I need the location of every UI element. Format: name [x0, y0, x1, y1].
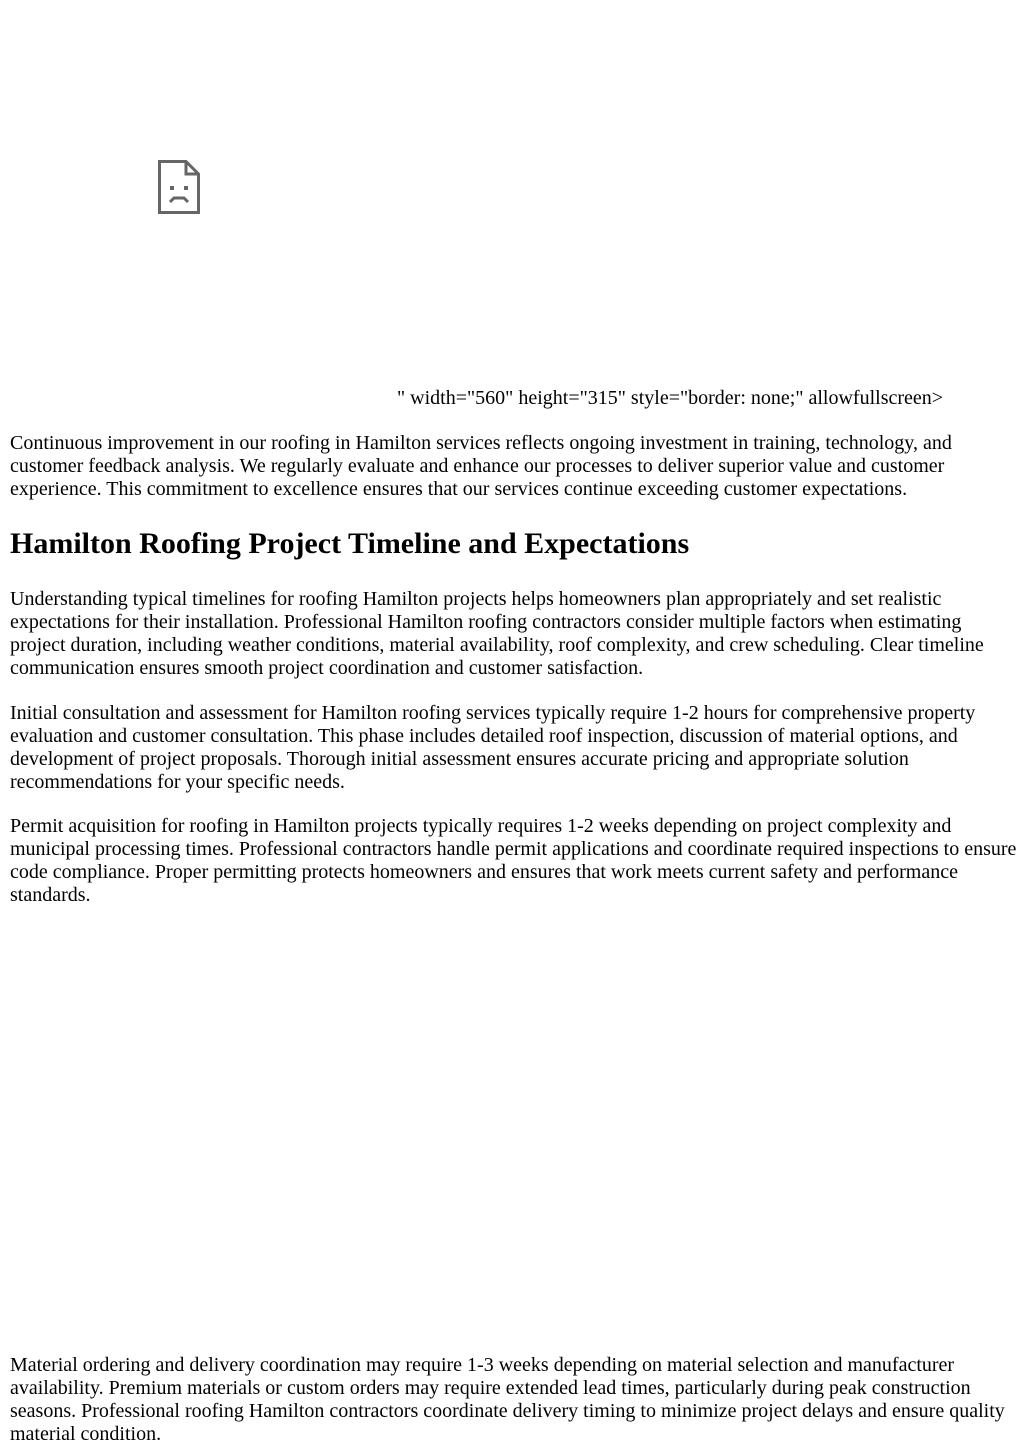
broken-document-icon — [158, 160, 200, 214]
paragraph-consultation: Initial consultation and assessment for Hamilton roofing services typically require 1-2 hours for comprehensive property evaluation and customer consultation. This phase includes detailed roof inspection, discussion of material options, and development of project proposals. Thorough initial assessment ensures accurate pricing and appropriate solution recommendations for your specific needs. — [10, 702, 976, 793]
intro-paragraph: Continuous improvement in our roofing in Hamilton services reflects ongoing investment in training, technology, and customer feedback analysis. We regularly evaluate and enhance our processes to deliver superior value and customer experience. This commitment to excellence ensures that our services continue exceeding customer expectations. — [10, 432, 952, 500]
leaked-iframe-attributes: " width="560" height="315" style="border: none;" allowfullscreen> — [397, 387, 944, 409]
paragraph-permits: Permit acquisition for roofing in Hamilton projects typically requires 1-2 weeks depending on project complexity and municipal processing times. Professional contractors handle permit applications and coordinate required inspections to ensure code compliance. Proper permitting protects homeowners and ensures that work meets current safety and performance standards. — [10, 815, 1017, 906]
broken-embed-frame — [10, 10, 390, 404]
paragraph-materials: Material ordering and delivery coordination may require 1-3 weeks depending on material selection and manufacturer availability. Premium materials or custom orders may require extended lead times, particularly during peak construction seasons. Professional roofing Hamilton contractors coordinate delivery timing to minimize project delays and ensure quality material condition. — [10, 1354, 1005, 1445]
section-heading: Hamilton Roofing Project Timeline and Expectations — [10, 527, 690, 560]
paragraph-timeline-overview: Understanding typical timelines for roofing Hamilton projects helps homeowners plan appropriately and set realistic expectations for their installation. Professional Hamilton roofing contractors consider multiple factors when estimating project duration, including weather conditions, material availability, roof complexity, and crew scheduling. Clear timeline communication ensures smooth project coordination and customer satisfaction. — [10, 588, 984, 679]
